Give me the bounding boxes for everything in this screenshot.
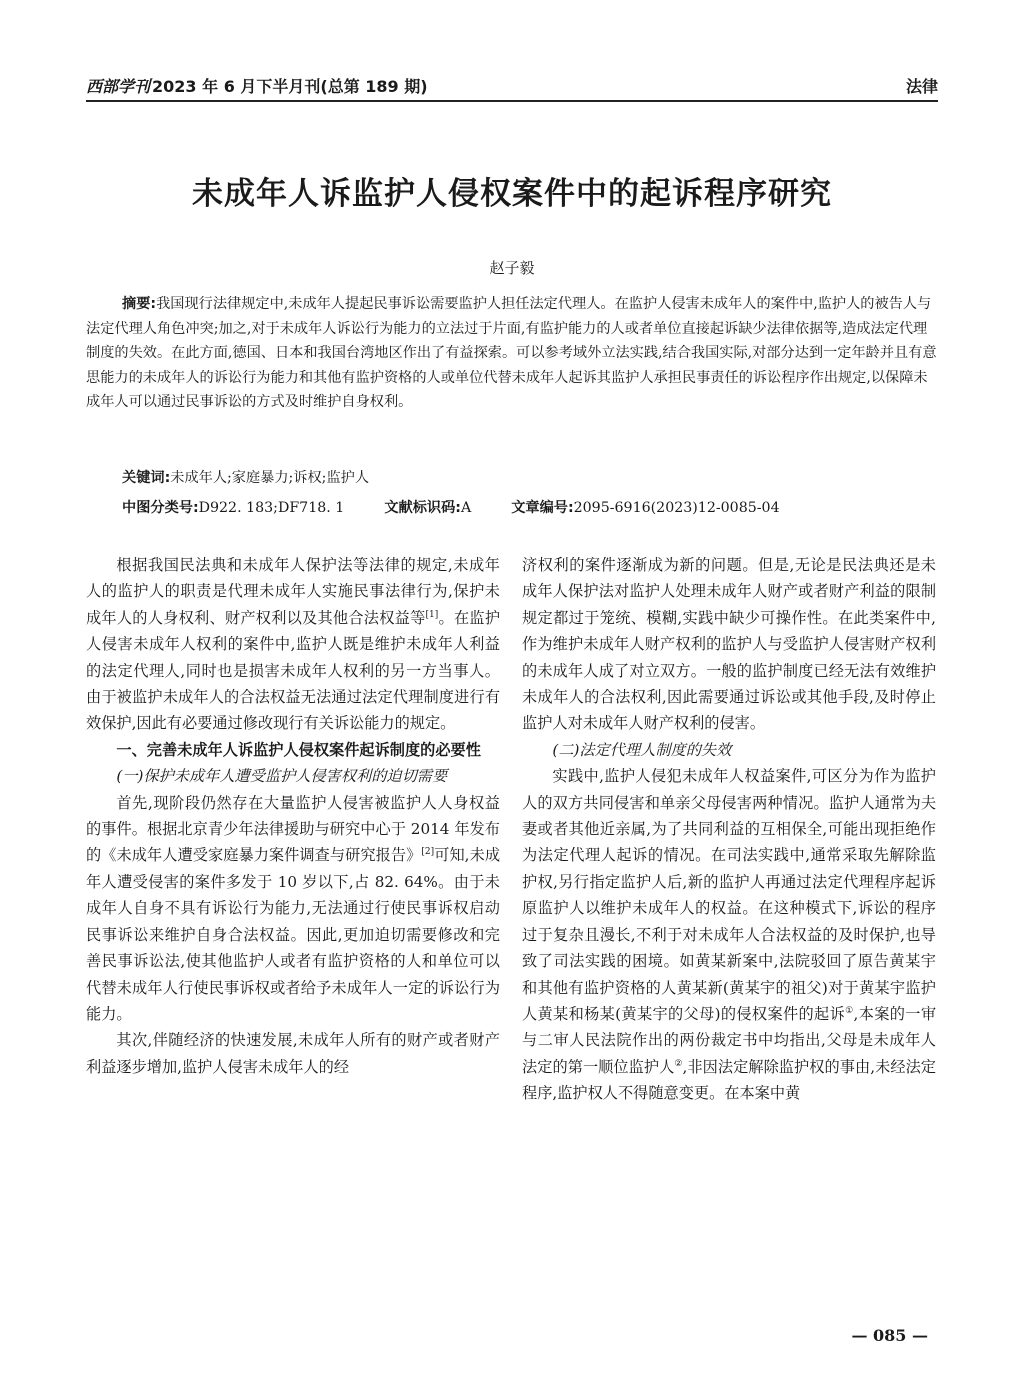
footnote-ref: ② [674, 1058, 683, 1069]
clc-label: 中图分类号: [122, 500, 199, 516]
classification-line [122, 497, 780, 517]
section-heading-1: 一、完善未成年人诉监护人侵权案件起诉制度的必要性 [116, 740, 481, 759]
citation-ref: [2] [421, 847, 435, 858]
abstract-text: 我国现行法律规定中,未成年人提起民事诉讼需要监护人担任法定代理人。在监护人侵害未成年人的案件中,监护人的被告人与法定代理人角色冲突;加之,对于未成年人诉讼行为能力的立法过于片面,有监护能力的人或者单位直接起诉缺少法律依据等,造成法定代理制度的失效。在此方面,德国、日本和我国台湾地区作出了有益探索。可以参考域外立法实践,结合我国实际,对部分达到一定年龄并且有意思能力的未成年人的诉讼行为能力和其他有监护资格的人或单位代替未成年人起诉其监护人承担民事责任的诉讼程序作出规定,以保障未成年人可以通过民事诉讼的方式及时维护自身权利。 [86, 296, 937, 411]
abstract [86, 292, 938, 415]
footnote-ref: ① [845, 1005, 854, 1016]
doc-code-label: 文献标识码: [384, 500, 461, 516]
keywords [122, 467, 369, 487]
keywords-text: 未成年人;家庭暴力;诉权;监护人 [170, 470, 370, 486]
section-label: 法律 [905, 77, 938, 96]
page-number: — 085 — [851, 1326, 928, 1345]
keywords-label: 关键词: [122, 470, 171, 486]
paragraph: 其次,伴随经济的快速发展,未成年人所有的财产或者财产利益逐步增加,监护人侵害未成年人的经 [86, 1031, 500, 1076]
citation-ref: [1] [425, 609, 439, 620]
subsection-heading: (二)法定代理人制度的失效 [552, 740, 732, 759]
journal-name [86, 74, 428, 97]
paragraph: 济权利的案件逐渐成为新的问题。但是,无论是民法典还是未成年人保护法对监护人处理未成年人财产或者财产利益的限制规定都过于笼统、模糊,实践中缺少可操作性。在此类案件中,作为维护未成年人财产权利的监护人与受监护人侵害财产权利的未成年人成了对立双方。一般的监护制度已经无法有效维护未成年人的合法权利,因此需要通过诉讼或其他手段,及时停止监护人对未成年人财产权利的侵害。 [522, 556, 936, 733]
article-title: 未成年人诉监护人侵权案件中的起诉程序研究 [192, 176, 832, 212]
body-column-left [86, 552, 500, 1080]
doc-code-value: A [460, 500, 472, 516]
article-number-label: 文章编号: [511, 500, 574, 516]
article-number-value: 2095-6916(2023)12-0085-04 [573, 500, 780, 516]
paragraph: 实践中,监护人侵犯未成年人权益案件,可区分为作为监护人的双方共同侵害和单亲父母侵害两种情况。监护人通常为夫妻或者其他近亲属,为了共同利益的互相保全,可能出现拒绝作为法定代理人起诉的情况。在司法实践中,通常采取先解除监护权,另行指定监护人后,新的监护人再通过法定代理程序起诉原监护人以维护未成年人的权益。在这种模式下,诉讼的程序过于复杂且漫长,不利于对未成年人合法权益的及时保护,也导致了司法实践的困境。如黄某新案中,法院驳回了原告黄某宇和其他有监护资格的人黄某新(黄某宇的祖父)对于黄某宇监护人黄某和杨某(黄某宇的父母)的侵权案件的起诉①,本案的一审与二审人民法院作出的两份裁定书中均指出,父母是未成年人法定的第一顺位监护人②,非因法定解除监护权的事由,未经法定程序,监护权人不得随意变更。在本案中黄 [522, 767, 937, 1103]
paragraph: 根据我国民法典和未成年人保护法等法律的规定,未成年人的监护人的职责是代理未成年人实施民事法律行为,保护未成年人的人身权利、财产权利以及其他合法权益等[1]。在监护人侵害未成年人权利的案件中,监护人既是维护未成年人利益的法定代理人,同时也是损害未成年人权利的另一方当事人。由于被监护未成年人的合法权益无法通过法定代理制度进行有效保护,因此有必要通过修改现行有关诉讼能力的规定。 [86, 556, 501, 733]
journal-issue: 2023 年 6 月下半月刊(总第 189 期) [152, 77, 428, 96]
abstract-label: 摘要: [122, 296, 157, 312]
clc-value: D922. 183;DF718. 1 [198, 500, 345, 516]
running-header [86, 70, 938, 102]
journal-logo: 西部学刊 [86, 77, 151, 96]
subsection-heading: (一)保护未成年人遭受监护人侵害权利的迫切需要 [116, 767, 448, 786]
author-name: 赵子毅 [489, 259, 535, 277]
paragraph: 首先,现阶段仍然存在大量监护人侵害被监护人人身权益的事件。根据北京青少年法律援助与研究中心于 2014 年发布的《未成年人遭受家庭暴力案件调查与研究报告》[2]可知,未成年人遭受侵害的案件多发于 10 岁以下,占 82. 64%。由于未成年人自身不具有诉讼行为能力,无法通过行使民事诉权启动民事诉讼来维护自身合法权益。因此,更加迫切需要修改和完善民事诉讼法,使其他监护人或者有监护资格的人和单位可以代替未成年人行使民事诉权或者给予未成年人一定的诉讼行为能力。 [86, 793, 501, 1023]
body-column-right [522, 552, 936, 1107]
